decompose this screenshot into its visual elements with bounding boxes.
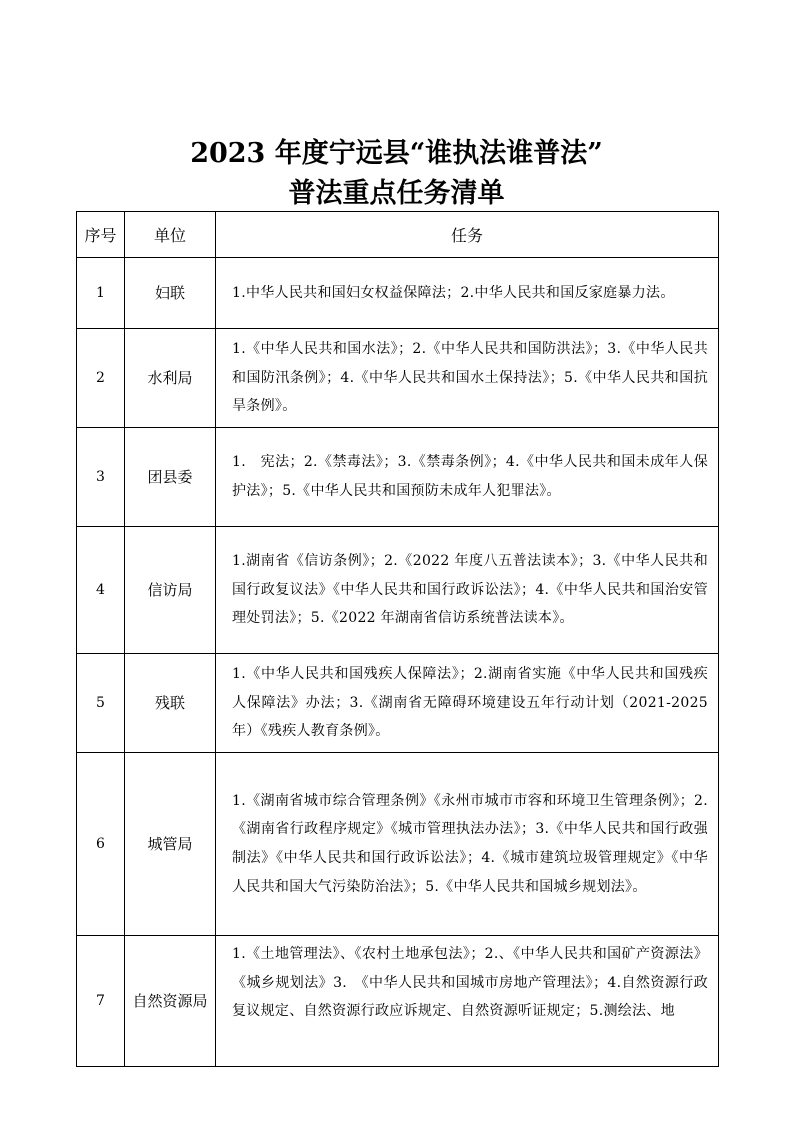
row-number: 6 — [77, 753, 125, 936]
row-unit: 团县委 — [125, 428, 216, 527]
row-unit: 妇联 — [125, 258, 216, 329]
row-task — [216, 936, 719, 1067]
row-task: 1.中华人民共和国妇女权益保障法；2.中华人民共和国反家庭暴力法。 — [216, 258, 719, 329]
document-title-line1: 2023 年度宁远县“谁执法谁普法” — [190, 138, 603, 169]
row-number: 5 — [77, 654, 125, 753]
row-number: 1 — [77, 258, 125, 329]
table-row — [77, 258, 719, 329]
row-number: 4 — [77, 527, 125, 654]
row-number: 2 — [77, 329, 125, 428]
header-task: 任务 — [216, 212, 719, 258]
header-unit: 单位 — [125, 212, 216, 258]
row-task: 1. 宪法；2.《禁毒法》；3.《禁毒条例》；4.《中华人民共和国未成年人保护法》；5.《中华人民共和国预防未成年人犯罪法》。 — [216, 428, 719, 527]
table-row — [77, 753, 719, 936]
row-task-text: 1.《土地管理法》、《农村土地承包法》；2.、《中华人民共和国矿产资源法》《城乡规划法》3. 《中华人民共和国城市房地产管理法》；4.自然资源行政复议规定、自然资源行政应诉规定、自然资源听证规定；5.测绘法、地 — [232, 946, 708, 1020]
table-header-row — [77, 212, 719, 258]
row-unit: 城管局 — [125, 753, 216, 936]
row-unit: 水利局 — [125, 329, 216, 428]
row-unit: 自然资源局 — [125, 936, 216, 1067]
document-title-line2: 普法重点任务清单 — [288, 178, 505, 209]
row-number: 7 — [77, 936, 125, 1067]
table-row — [77, 329, 719, 428]
table-row — [77, 527, 719, 654]
row-task: 1.湖南省《信访条例》；2.《2022 年度八五普法读本》；3.《中华人民共和国行政复议法》《中华人民共和国行政诉讼法》；4.《中华人民共和国治安管理处罚法》；5.《2022 年湖南省信访系统普法读本》。 — [216, 527, 719, 654]
row-task: 1.《湖南省城市综合管理条例》《永州市城市市容和环境卫生管理条例》；2.《湖南省行政程序规定》《城市管理执法办法》；3.《中华人民共和国行政强制法》《中华人民共和国行政诉讼法》；4.《城市建筑垃圾管理规定》《中华人民共和国大气污染防治法》；5.《中华人民共和国城乡规划法》。 — [216, 753, 719, 936]
header-no: 序号 — [77, 212, 125, 258]
table-row — [77, 654, 719, 753]
row-task: 1.《中华人民共和国水法》；2.《中华人民共和国防洪法》；3.《中华人民共和国防汛条例》；4.《中华人民共和国水土保持法》；5.《中华人民共和国抗旱条例》。 — [216, 329, 719, 428]
row-unit: 残联 — [125, 654, 216, 753]
row-task: 1.《中华人民共和国残疾人保障法》；2.湖南省实施《中华人民共和国残疾人保障法》办法；3.《湖南省无障碍环境建设五年行动计划（2021-2025 年）《残疾人教育条例》。 — [216, 654, 719, 753]
table-row — [77, 936, 719, 1067]
table-row — [77, 428, 719, 527]
row-unit: 信访局 — [125, 527, 216, 654]
task-table — [76, 211, 719, 1067]
row-number: 3 — [77, 428, 125, 527]
